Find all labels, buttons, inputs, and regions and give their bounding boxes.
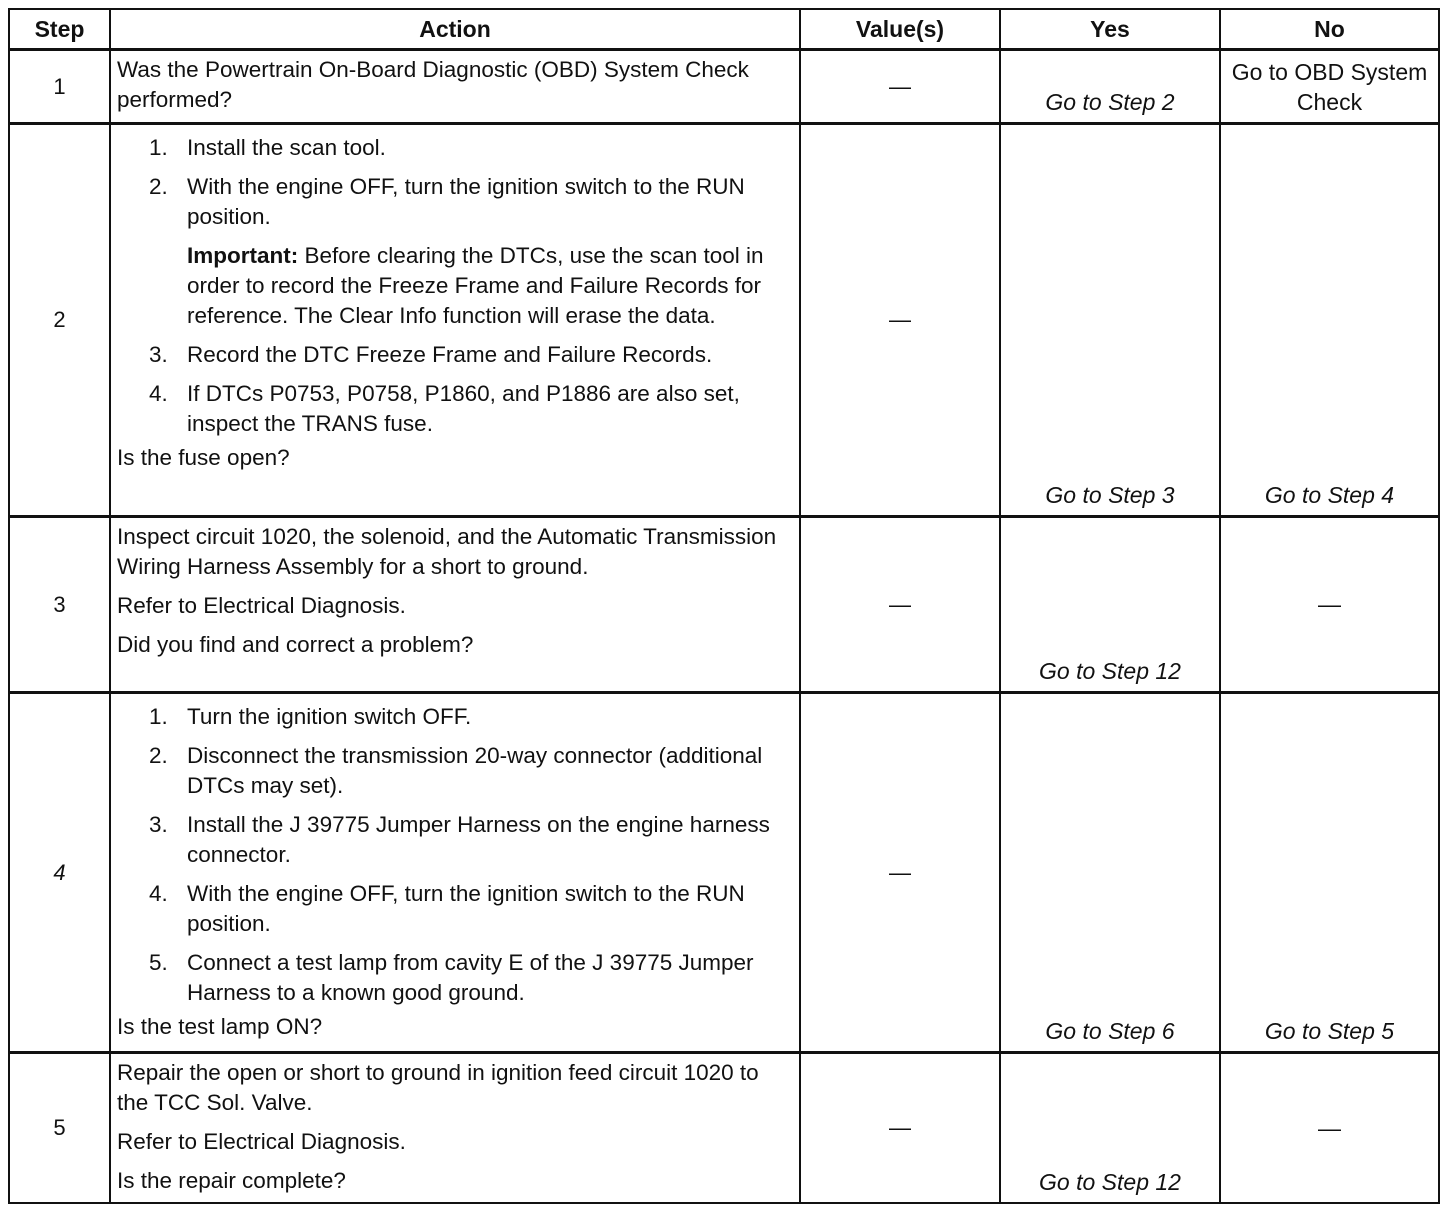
action-text: Repair the open or short to ground in ignition feed circuit 1020 to the TCC Sol. Valve. [117, 1060, 759, 1115]
value-cell: — [800, 693, 1000, 1053]
yes-cell [1000, 1053, 1220, 1204]
no-cell [1220, 50, 1439, 124]
step-number: 5 [9, 1053, 110, 1204]
action-question: Is the fuse open? [117, 445, 290, 470]
header-values: Value(s) [800, 9, 1000, 50]
action-cell [110, 50, 800, 124]
yes-link: Go to Step 2 [1045, 89, 1175, 115]
yes-link: Go to Step 12 [1039, 658, 1181, 684]
list-item: 5. Connect a test lamp from cavity E of the J 39775 Jumper Harness to a known good ground. [149, 950, 754, 1005]
action-text: Refer to Electrical Diagnosis. [117, 1129, 406, 1154]
yes-link: Go to Step 3 [1045, 482, 1175, 508]
header-no: No [1220, 9, 1439, 50]
list-item: 4. With the engine OFF, turn the ignition switch to the RUN position. [149, 881, 745, 936]
no-cell: — [1220, 517, 1439, 693]
yes-link: Go to Step 6 [1045, 1018, 1175, 1044]
no-text: Go to OBD System Check [1231, 58, 1428, 115]
no-cell [1220, 124, 1439, 517]
action-question: Is the repair complete? [117, 1168, 346, 1193]
value-cell: — [800, 50, 1000, 124]
no-cell [1220, 693, 1439, 1053]
action-list [117, 133, 791, 232]
value-cell: — [800, 517, 1000, 693]
no-cell: — [1220, 1053, 1439, 1204]
header-yes: Yes [1000, 9, 1220, 50]
step-number: 2 [9, 124, 110, 517]
list-item: 2. Disconnect the transmission 20-way connector (additional DTCs may set). [149, 743, 763, 798]
step-number: 3 [9, 517, 110, 693]
value-cell: — [800, 124, 1000, 517]
table-row-step-5 [9, 1053, 1439, 1204]
step-number: 1 [9, 50, 110, 124]
yes-cell [1000, 517, 1220, 693]
list-item: 2. With the engine OFF, turn the ignition switch to the RUN position. [149, 174, 745, 229]
action-cell [110, 517, 800, 693]
diagnostic-table [8, 8, 1440, 1204]
no-link: Go to Step 4 [1264, 482, 1395, 508]
yes-cell [1000, 124, 1220, 517]
list-item: 3. Record the DTC Freeze Frame and Failure Records. [149, 342, 713, 367]
action-list [117, 340, 791, 439]
action-list [117, 702, 791, 1008]
header-action: Action [110, 9, 800, 50]
no-link: Go to Step 5 [1264, 1018, 1395, 1044]
action-cell [110, 693, 800, 1053]
action-cell [110, 124, 800, 517]
yes-cell [1000, 50, 1220, 124]
list-item: 4. If DTCs P0753, P0758, P1860, and P1886 are also set, inspect the TRANS fuse. [149, 381, 740, 436]
important-note: Important: Before clearing the DTCs, use the scan tool in order to record the Freeze Frame and Failure Records for reference. The Clear Info function will erase the data. [187, 243, 764, 328]
action-question: Is the test lamp ON? [117, 1014, 323, 1039]
action-text: Refer to Electrical Diagnosis. [117, 593, 406, 618]
table-row-step-3 [9, 517, 1439, 693]
action-cell [110, 1053, 800, 1204]
yes-link: Go to Step 12 [1039, 1169, 1181, 1195]
header-step: Step [9, 9, 110, 50]
list-item: 1. Turn the ignition switch OFF. [149, 704, 472, 729]
list-item: 3. Install the J 39775 Jumper Harness on the engine harness connector. [149, 812, 770, 867]
step-number: 4 [9, 693, 110, 1053]
table-row-step-4 [9, 693, 1439, 1053]
table-header-row [9, 9, 1439, 50]
table-row-step-1 [9, 50, 1439, 124]
action-text: Inspect circuit 1020, the solenoid, and the Automatic Transmission Wiring Harness Assembly for a short to ground. [117, 524, 777, 579]
table-row-step-2 [9, 124, 1439, 517]
action-question: Did you find and correct a problem? [117, 632, 474, 657]
list-item: 1. Install the scan tool. [149, 135, 386, 160]
yes-cell [1000, 693, 1220, 1053]
value-cell: — [800, 1053, 1000, 1204]
action-text: Was the Powertrain On-Board Diagnostic (OBD) System Check performed? [117, 57, 749, 112]
